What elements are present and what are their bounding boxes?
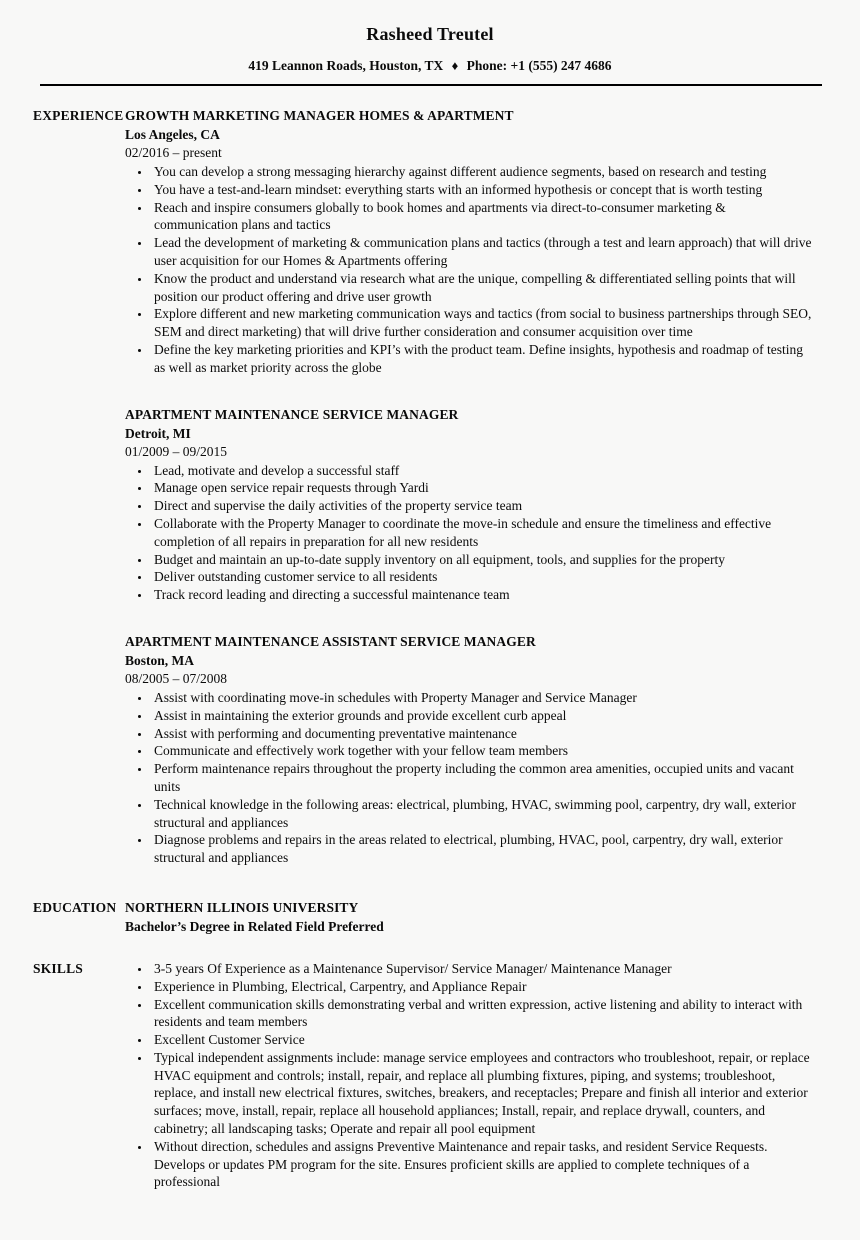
job-bullet-item: • Reach and inspire consumers globally to book homes and apartments via direct-to-consumer marketing & communication plans and tactics bbox=[151, 199, 812, 235]
job-entry bbox=[125, 632, 812, 867]
skills-bullet-item: • Without direction, schedules and assigns Preventive Maintenance and repair tasks, and resident Service Requests. Develops or updates PM program for the site. Ensures proficient skills are applied to complete techniques of a professional bbox=[151, 1138, 812, 1191]
job-bullet-item: • Deliver outstanding customer service to all residents bbox=[151, 568, 812, 586]
section-label-skills: SKILLS bbox=[33, 960, 83, 976]
job-bullet-item: • Collaborate with the Property Manager to coordinate the move-in schedule and ensure the timeliness and effective completion of all repairs in preparation for all new residents bbox=[151, 515, 812, 551]
job-bullet-list bbox=[125, 689, 812, 867]
contact-line bbox=[0, 57, 860, 74]
job-bullet-item: • You have a test-and-learn mindset: everything starts with an informed hypothesis or concept that is worth testing bbox=[151, 181, 812, 199]
job-bullet-item: • Manage open service repair requests through Yardi bbox=[151, 479, 812, 497]
skills-bullet-item: • Experience in Plumbing, Electrical, Carpentry, and Appliance Repair bbox=[151, 978, 812, 996]
education-content bbox=[125, 898, 860, 936]
job-bullet-item: • Know the product and understand via research what are the unique, compelling & differentiated selling points that will position our product offering and drive user growth bbox=[151, 270, 812, 306]
job-location: Detroit, MI bbox=[125, 425, 191, 441]
job-bullet-item: • Assist with performing and documenting preventative maintenance bbox=[151, 725, 812, 743]
job-location: Boston, MA bbox=[125, 652, 195, 668]
job-dates: 01/2009 – 09/2015 bbox=[125, 443, 228, 459]
resume-header bbox=[0, 24, 860, 86]
experience-section bbox=[0, 106, 860, 867]
job-bullet-item: • Technical knowledge in the following areas: electrical, plumbing, HVAC, swimming pool, carpentry, dry wall, exterior structural and appliances bbox=[151, 796, 812, 832]
job-title: GROWTH MARKETING MANAGER HOMES & APARTMENT bbox=[125, 108, 514, 123]
job-entry bbox=[125, 405, 812, 604]
job-bullet-item: • Assist with coordinating move-in schedules with Property Manager and Service Manager bbox=[151, 689, 812, 707]
job-bullet-item: • You can develop a strong messaging hierarchy against different audience segments, based on research and testing bbox=[151, 163, 812, 181]
job-entry bbox=[125, 106, 812, 377]
diamond-separator-icon: ♦ bbox=[451, 58, 459, 73]
job-bullet-item: • Explore different and new marketing communication ways and tactics (from social to business partnerships through SEO, SEM and direct marketing) that will drive further consideration and consumer acquisition over time bbox=[151, 305, 812, 341]
contact-address: 419 Leannon Roads, Houston, TX bbox=[248, 58, 444, 73]
skills-bullet-item: • 3-5 years Of Experience as a Maintenance Supervisor/ Service Manager/ Maintenance Manager bbox=[151, 960, 812, 978]
contact-phone: Phone: +1 (555) 247 4686 bbox=[466, 58, 612, 73]
skills-bullet-item: • Excellent Customer Service bbox=[151, 1031, 812, 1049]
section-label-education: EDUCATION bbox=[33, 899, 117, 915]
job-title: APARTMENT MAINTENANCE SERVICE MANAGER bbox=[125, 406, 459, 422]
job-bullet-item: • Communicate and effectively work together with your fellow team members bbox=[151, 742, 812, 760]
skills-bullet-list bbox=[125, 960, 812, 1191]
job-dates: 02/2016 – present bbox=[125, 145, 222, 160]
job-bullet-item: • Define the key marketing priorities and KPI’s with the product team. Define insights, hypothesis and roadmap of testing as well as market priority across the globe bbox=[151, 341, 812, 377]
job-bullet-item: • Diagnose problems and repairs in the areas related to electrical, plumbing, HVAC, pool, carpentry, dry wall, exterior structural and appliances bbox=[151, 831, 812, 867]
job-bullet-item: • Lead, motivate and develop a successful staff bbox=[151, 462, 812, 480]
job-bullet-item: • Direct and supervise the daily activities of the property service team bbox=[151, 497, 812, 515]
job-bullet-item: • Perform maintenance repairs throughout the property including the common area amenities, occupied units and vacant units bbox=[151, 760, 812, 796]
experience-content bbox=[125, 106, 860, 867]
header-divider bbox=[40, 84, 822, 86]
person-name: Rasheed Treutel bbox=[366, 24, 494, 44]
section-label-experience: EXPERIENCE bbox=[33, 108, 124, 123]
skills-section bbox=[0, 959, 860, 1191]
job-title: APARTMENT MAINTENANCE ASSISTANT SERVICE MANAGER bbox=[125, 633, 536, 649]
job-bullet-item: • Track record leading and directing a successful maintenance team bbox=[151, 586, 812, 604]
skills-content bbox=[125, 959, 860, 1191]
skills-bullet-item: • Typical independent assignments include: manage service employees and contractors who troubleshoot, repair, or replace HVAC equipment and controls; install, repair, and replace all plumbing fixtures, piping, and systems; troubleshoot, replace, and install new electrical fixtures, switches, breakers, and receptacles; Prepare and finish all interior and exterior surfaces; move, install, repair, replace all household appliances; Install, repair, and replace drywall, counters, and cabinetry; all landscaping tasks; Operate and repair all pool equipment bbox=[151, 1049, 812, 1138]
job-bullet-item: • Assist in maintaining the exterior grounds and provide excellent curb appeal bbox=[151, 707, 812, 725]
job-bullet-list bbox=[125, 462, 812, 604]
job-bullet-list bbox=[125, 163, 812, 377]
job-bullet-item: • Lead the development of marketing & communication plans and tactics (through a test and learn approach) that will drive user acquisition for our Homes & Apartments offering bbox=[151, 234, 812, 270]
job-bullet-item: • Budget and maintain an up-to-date supply inventory on all equipment, tools, and supplies for the property bbox=[151, 551, 812, 569]
education-school: NORTHERN ILLINOIS UNIVERSITY bbox=[125, 899, 359, 915]
resume-body bbox=[0, 106, 860, 1191]
education-section bbox=[0, 898, 860, 936]
job-location: Los Angeles, CA bbox=[125, 127, 220, 142]
education-degree: Bachelor’s Degree in Related Field Preferred bbox=[125, 918, 384, 934]
skills-bullet-item: • Excellent communication skills demonstrating verbal and written expression, active listening and ability to interact with residents and team members bbox=[151, 996, 812, 1032]
job-dates: 08/2005 – 07/2008 bbox=[125, 670, 228, 686]
